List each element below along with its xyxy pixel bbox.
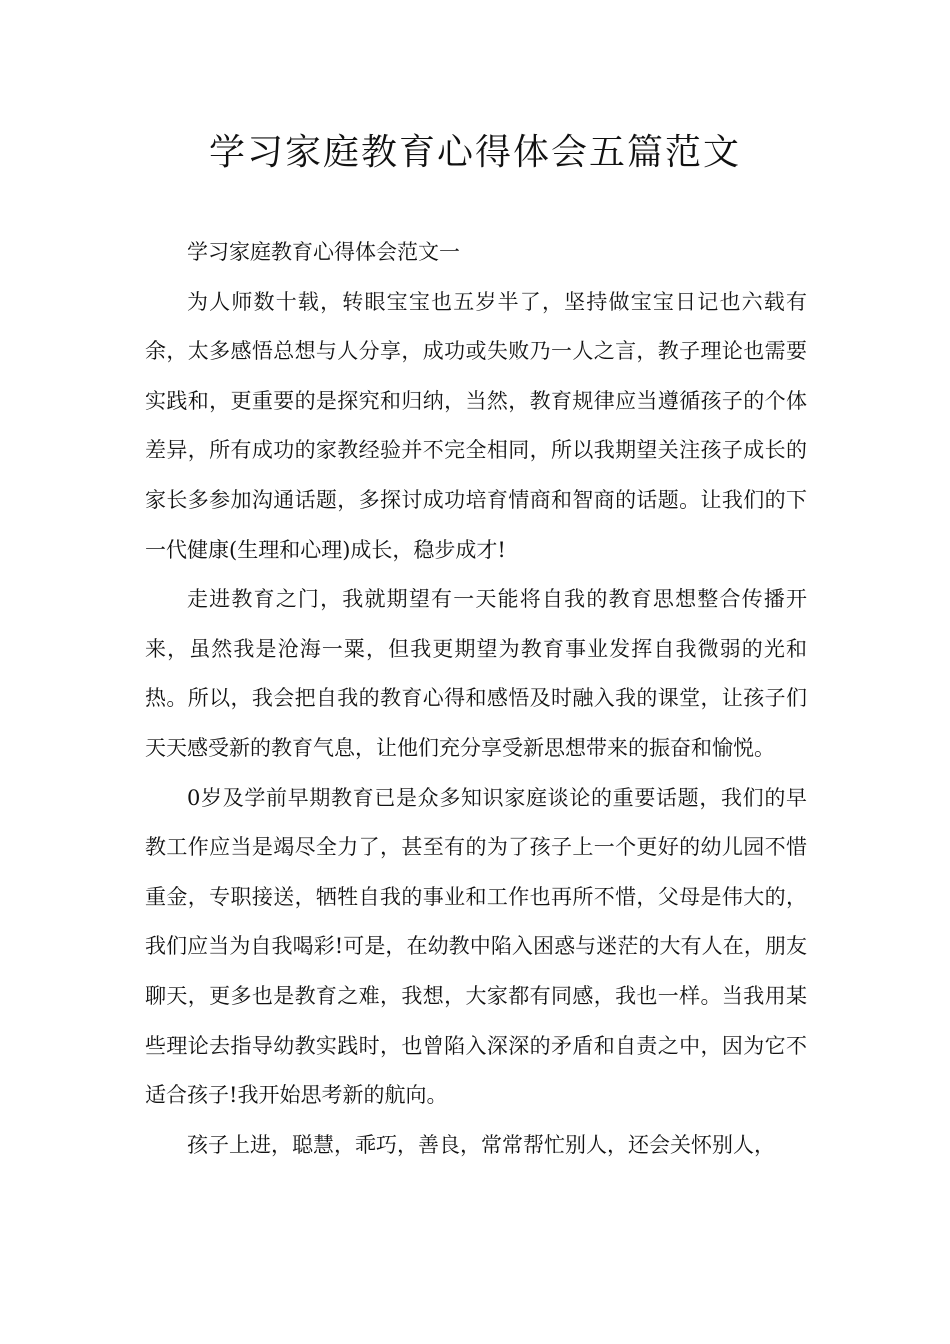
document-body	[145, 228, 807, 1170]
paragraph: 为人师数十载，转眼宝宝也五岁半了，坚持做宝宝日记也六载有余，太多感悟总想与人分享，成功或失败乃一人之言，教子理论也需要实践和，更重要的是探究和归纳，当然，教育规律应当遵循孩子的个体差异，所有成功的家教经验并不完全相同，所以我期望关注孩子成长的家长多参加沟通话题，多探讨成功培育情商和智商的话题。让我们的下一代健康(生理和心理)成长，稳步成才!	[145, 289, 807, 562]
paragraph: 走进教育之门，我就期望有一天能将自我的教育思想整合传播开来，虽然我是沧海一粟，但我更期望为教育事业发挥自我微弱的光和热。所以，我会把自我的教育心得和感悟及时融入我的课堂，让孩子们天天感受新的教育气息，让他们充分享受新思想带来的振奋和愉悦。	[145, 587, 807, 760]
paragraph: 0岁及学前早期教育已是众多知识家庭谈论的重要话题，我们的早教工作应当是竭尽全力了，甚至有的为了孩子上一个更好的幼儿园不惜重金，专职接送，牺牲自我的事业和工作也再所不惜，父母是伟大的，我们应当为自我喝彩!可是，在幼教中陷入困惑与迷茫的大有人在，朋友聊天，更多也是教育之难，我想，大家都有同感，我也一样。当我用某些理论去指导幼教实践时，也曾陷入深深的矛盾和自责之中，因为它不适合孩子!我开始思考新的航向。	[145, 785, 807, 1108]
document-title: 学习家庭教育心得体会五篇范文	[208, 132, 741, 173]
paragraph: 孩子上进，聪慧，乖巧，善良，常常帮忙别人，还会关怀别人，	[187, 1132, 775, 1157]
section-heading: 学习家庭教育心得体会范文一	[187, 240, 460, 264]
